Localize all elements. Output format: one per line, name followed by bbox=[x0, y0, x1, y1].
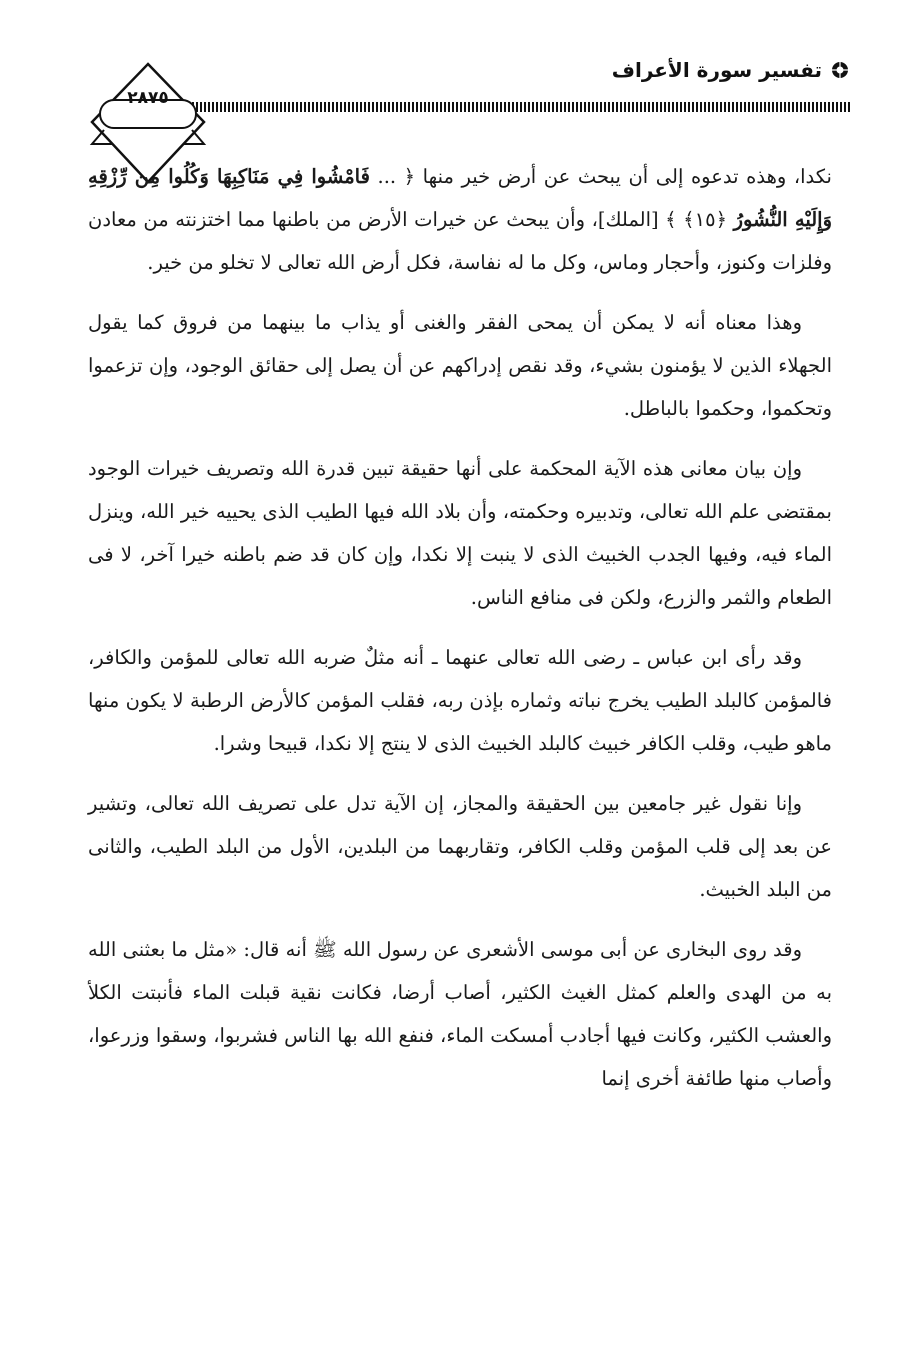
page-number: ٢٨٧٥ bbox=[127, 88, 169, 108]
page-header bbox=[60, 40, 850, 150]
header-rule bbox=[164, 102, 850, 112]
paragraph-5: وإنا نقول غير جامعين بين الحقيقة والمجاز، إن الآية تدل على تصريف الله تعالى، وتشير عن بعد إلى قلب المؤمن وقلب الكافر، وتقاربهما من البلدين، الأول من البلد الطيب، والثانى من البلد الخبيث. bbox=[88, 792, 832, 901]
paragraph-6: وقد روى البخارى عن أبى موسى الأشعرى عن رسول الله ﷺ أنه قال: «مثل ما بعثنى الله به من الهدى والعلم كمثل الغيث الكثير، أصاب أرضا، فكانت نقية قبلت الماء فأنبتت الكلأ والعشب الكثير، وكانت فيها أجادب أمسكت الماء، فنفع الله بها الناس فشربوا، وسقوا وزرعوا، وأصاب منها طائفة أخرى إنما bbox=[88, 938, 832, 1090]
running-title: تفسير سورة الأعراف bbox=[611, 58, 822, 82]
body-text bbox=[88, 155, 832, 1117]
paragraph-4: وقد رأى ابن عباس ـ رضى الله تعالى عنهما ـ أنه مثلٌ ضربه الله تعالى للمؤمن والكافر، فالمؤمن كالبلد الطيب يخرج نباته وثماره بإذن ربه، فقلب المؤمن كالأرض الرطبة لا يكون منها ماهو طيب، وقلب الكافر خبيث كالبلد الخبيث الذى لا ينتج إلا نكدا، قبيحا وشرا. bbox=[88, 646, 832, 755]
ornament-icon bbox=[830, 60, 850, 80]
paragraph-1 bbox=[88, 155, 832, 284]
paragraph-2: وهذا معناه أنه لا يمكن أن يمحى الفقر والغنى أو يذاب ما بينهما من فروق كما يقول الجهلاء الذين لا يؤمنون بشيء، وقد نقص إدراكهم عن أن يصل إلى حقائق الوجود، وإن تزعموا وتحكموا، وحكموا بالباطل. bbox=[88, 311, 832, 420]
paragraph-3: وإن بيان معانى هذه الآية المحكمة على أنها حقيقة تبين قدرة الله وتصريف خيرات الوجود بمقتضى علم الله تعالى، وتدبيره وحكمته، وأن بلاد الله فيها الطيب الذى يحييه خير الله، وينزل الماء فيه، وفيها الجدب الخبيث الذى لا ينبت إلا نكدا، وإن كان قد ضم باطنه خيرا آخر، لا فى الطعام والثمر والزرع، ولكن فى منافع الناس. bbox=[88, 457, 832, 609]
paragraph-1-tail: ﴿١٥﴾ ﴾ [الملك]، وأن يبحث عن خيرات الأرض من باطنها مما اختزنته من معادن وفلزات وكنوز، وأحجار وماس، وكل ما له نفاسة، فكل أرض الله تعالى لا تخلو من خير. bbox=[88, 208, 832, 274]
quran-verse: فَامْشُوا فِي مَنَاكِبِهَا وَكُلُوا مِن رِّزْقِهِ وَإِلَيْهِ النُّشُورُ bbox=[88, 165, 832, 231]
paragraph-1-lead: نكدا، وهذه تدعوه إلى أن يبحث عن أرض خير منها ﴿ ... bbox=[377, 165, 832, 188]
